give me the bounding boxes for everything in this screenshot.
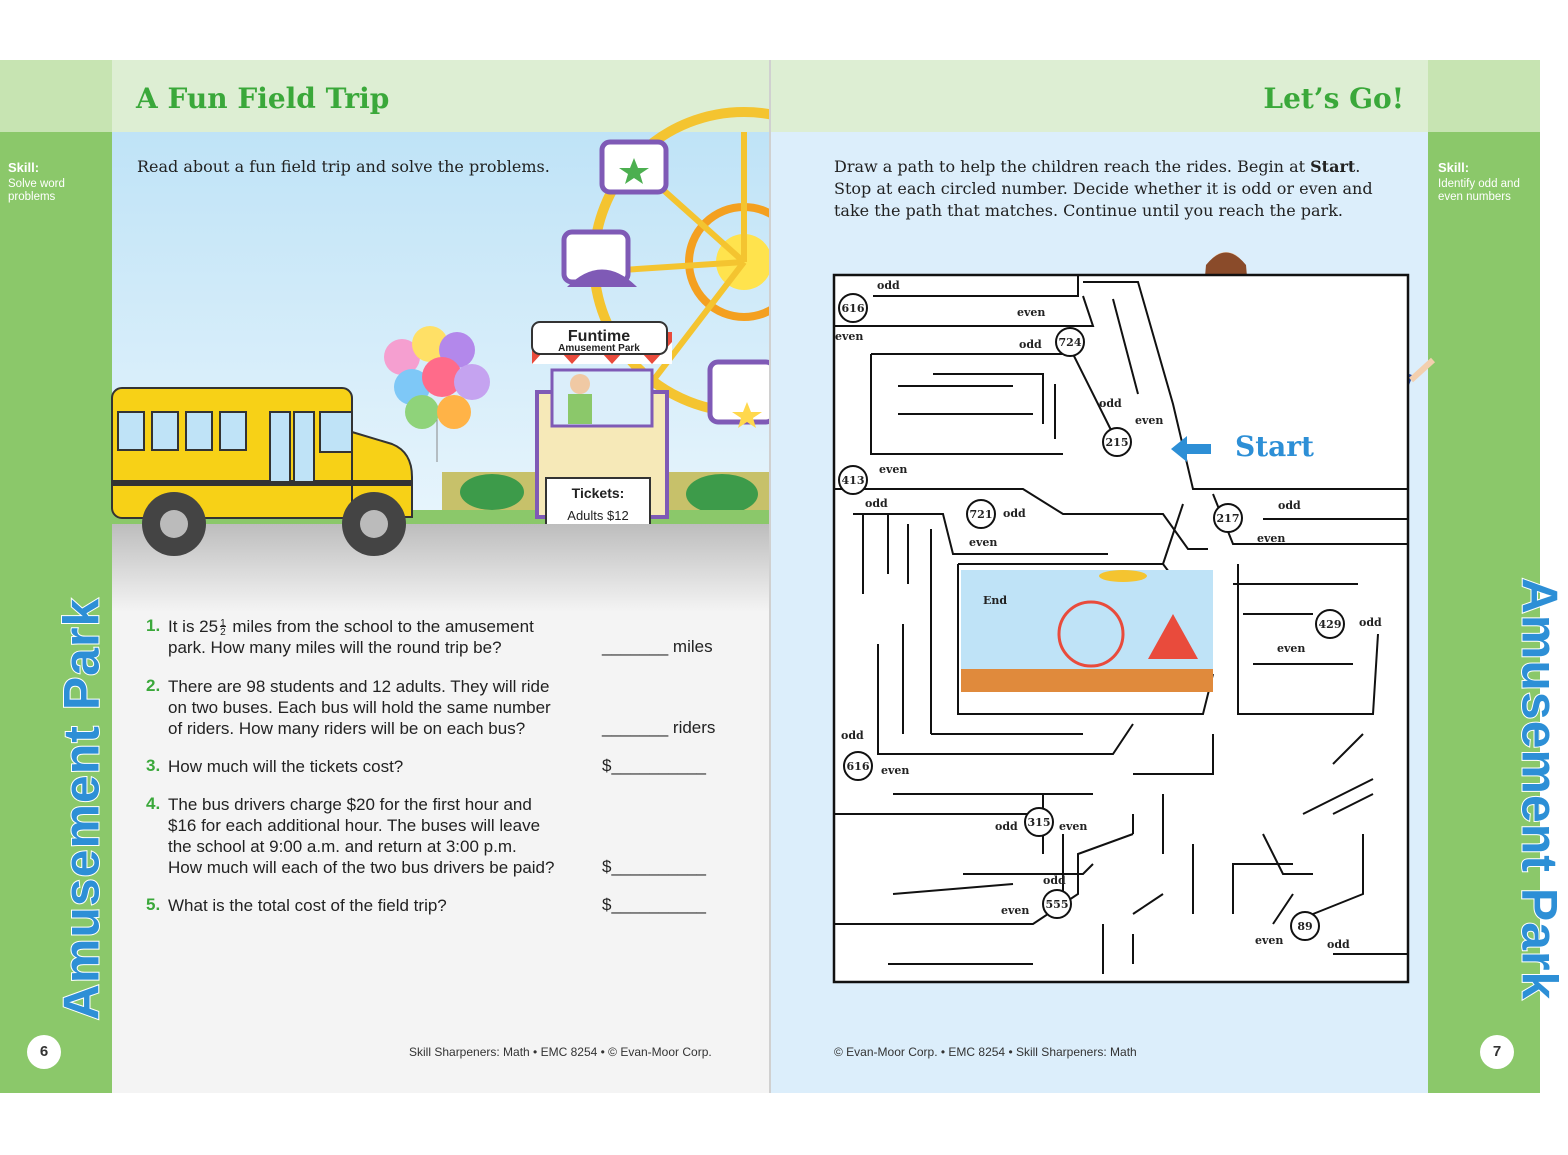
question-text-part: There are 98 students and 12 adults. They will ride — [168, 677, 550, 696]
question-number: 5. — [146, 895, 161, 914]
maze-even-label: even — [1017, 306, 1046, 319]
maze-odd-label: odd — [1099, 397, 1122, 410]
end-park-picture — [961, 570, 1213, 692]
question-number: 1. — [146, 616, 161, 635]
maze-even-label: even — [835, 330, 864, 343]
left-sidebar — [0, 60, 112, 1093]
question-text — [168, 794, 554, 878]
maze-number-label: 555 — [1045, 898, 1069, 911]
maze-number-label: 616 — [841, 302, 865, 315]
maze-number-label: 215 — [1105, 436, 1129, 449]
maze-number[interactable] — [1043, 890, 1071, 918]
tickets-adults: Adults $12 — [567, 508, 629, 523]
page-title: Let’s Go! — [1263, 82, 1404, 115]
maze-number[interactable] — [844, 752, 872, 780]
maze-odd-label: odd — [1043, 874, 1066, 887]
skill-heading: Skill: — [8, 160, 40, 175]
answer-blank[interactable]: _______ miles — [602, 637, 713, 656]
booth-sign-sub: Amusement Park — [558, 343, 640, 354]
vertical-title: Amusement Park — [1511, 577, 1568, 1001]
question-number: 4. — [146, 794, 161, 813]
question-text-part: The bus drivers charge $20 for the first hour and — [168, 795, 532, 814]
question-text-part: $16 for each additional hour. The buses will leave — [168, 816, 541, 835]
maze-even-label: even — [881, 764, 910, 777]
right-sidebar — [1428, 60, 1568, 1093]
instruction-start-word: Start — [1310, 157, 1356, 176]
maze-number-label: 315 — [1027, 816, 1051, 829]
maze-even-label: even — [1135, 414, 1164, 427]
amusement-park-illustration — [112, 132, 769, 612]
maze-even-label: even — [1001, 904, 1030, 917]
maze-even-label: even — [1255, 934, 1284, 947]
skill-text: Solve word problems — [8, 178, 65, 203]
booth-sign-name: Funtime — [567, 328, 631, 345]
question-text-part: on two buses. Each bus will hold the same number — [168, 698, 551, 717]
maze-odd-label: odd — [841, 729, 864, 742]
instruction-text: Draw a path to help the children reach the rides. Begin at — [834, 157, 1311, 176]
maze-number[interactable] — [839, 466, 867, 494]
maze-number-label: 721 — [969, 508, 993, 521]
maze-number-label: 429 — [1318, 618, 1342, 631]
answer-blank[interactable]: $__________ — [602, 895, 707, 914]
skill-text: Identify odd and even numbers — [1438, 178, 1520, 203]
maze-even-label: even — [1277, 642, 1306, 655]
maze-number[interactable] — [1316, 610, 1344, 638]
maze-even-label: even — [969, 536, 998, 549]
maze-number-label: 217 — [1216, 512, 1240, 525]
maze-number[interactable] — [967, 500, 995, 528]
question-number: 3. — [146, 756, 161, 775]
page-number: 7 — [1480, 1035, 1514, 1069]
maze-even-label: even — [1059, 820, 1088, 833]
maze-odd-label: odd — [877, 279, 900, 292]
start-arrow-icon — [1171, 434, 1211, 464]
maze-number-label: 724 — [1058, 336, 1082, 349]
vertical-title: Amusement Park — [53, 597, 110, 1021]
fraction-numerator: 1 — [220, 617, 226, 629]
maze-number[interactable] — [1056, 328, 1084, 356]
maze-odd-label: odd — [995, 820, 1018, 833]
maze-number-label: 616 — [846, 760, 870, 773]
instruction-text: Stop at each circled number. Decide whether it is odd or even and — [834, 179, 1373, 198]
question-number: 2. — [146, 676, 161, 695]
maze-number-label: 89 — [1297, 920, 1313, 933]
sidebar-top-band — [1428, 60, 1540, 132]
question-text-part: miles from the school to the amusement — [227, 617, 534, 636]
page-number: 6 — [27, 1035, 61, 1069]
instructions: Read about a fun field trip and solve the problems. — [137, 157, 550, 176]
maze-number[interactable] — [1291, 912, 1319, 940]
instruction-text: take the path that matches. Continue until you reach the park. — [834, 201, 1343, 220]
maze-odd-label: odd — [1003, 507, 1026, 520]
question-text: What is the total cost of the field trip? — [168, 896, 447, 915]
answer-blank[interactable]: $__________ — [602, 857, 707, 876]
instructions — [834, 156, 1373, 222]
question-text-part: of riders. How many riders will be on each bus? — [168, 719, 526, 738]
maze-number[interactable] — [1214, 504, 1242, 532]
footer: Skill Sharpeners: Math • EMC 8254 • © Evan-Moor Corp. — [409, 1045, 712, 1059]
right-page — [771, 60, 1428, 1093]
question-text-part: It is 25 — [168, 617, 219, 636]
fraction — [220, 619, 226, 637]
sidebar-top-band — [0, 60, 112, 132]
page-title: A Fun Field Trip — [136, 82, 390, 115]
question-text-part: the school at 9:00 a.m. and return at 3:00 p.m. — [168, 837, 517, 856]
answer-blank[interactable]: $__________ — [602, 756, 707, 775]
question-text-part: How much will each of the two bus drivers be paid? — [168, 858, 555, 877]
skill-heading: Skill: — [1438, 160, 1470, 175]
maze-odd-label: odd — [865, 497, 888, 510]
question-text: How much will the tickets cost? — [168, 757, 404, 776]
maze-odd-label: odd — [1327, 938, 1350, 951]
maze-even-label: even — [1257, 532, 1286, 545]
end-label: End — [983, 594, 1008, 607]
maze-number[interactable] — [839, 294, 867, 322]
footer: © Evan-Moor Corp. • EMC 8254 • Skill Sharpeners: Math — [834, 1045, 1137, 1059]
question-text-part: park. How many miles will the round trip be? — [168, 638, 502, 657]
left-page — [112, 60, 769, 1093]
fraction-denominator: 2 — [220, 626, 226, 638]
start-label: Start — [1235, 430, 1314, 463]
maze-number[interactable] — [1025, 808, 1053, 836]
maze-odd-label: odd — [1278, 499, 1301, 512]
maze-even-label: even — [879, 463, 908, 476]
maze-odd-label: odd — [1359, 616, 1382, 629]
instruction-text: . — [1355, 157, 1361, 176]
maze-odd-label: odd — [1019, 338, 1042, 351]
maze[interactable] — [833, 274, 1409, 984]
maze-number-label: 413 — [841, 474, 865, 487]
question-text — [168, 616, 534, 658]
maze-number[interactable] — [1103, 428, 1131, 456]
question-text — [168, 676, 551, 739]
answer-blank[interactable]: _______ riders — [602, 718, 716, 737]
tickets-heading: Tickets: — [571, 485, 625, 501]
